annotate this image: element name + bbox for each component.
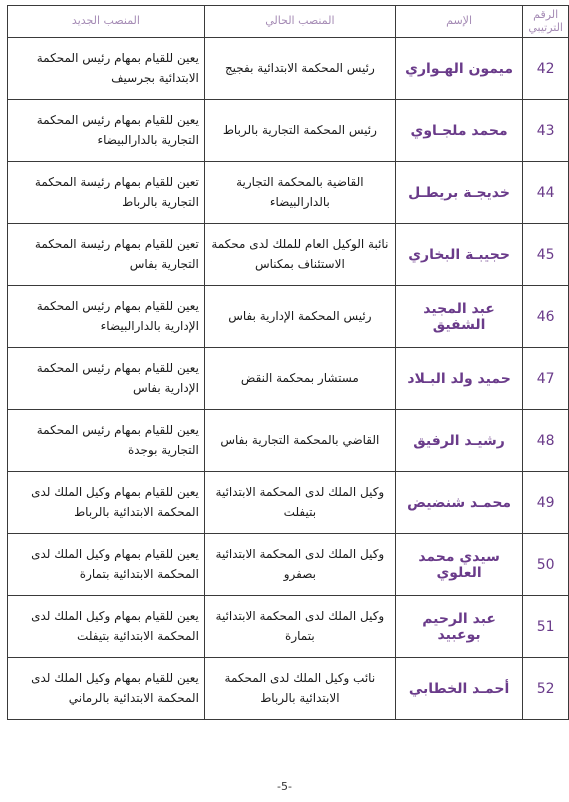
row-name: محمد ملجـاوي [395,100,522,162]
row-number: 44 [523,162,569,224]
row-new-position: يعين للقيام بمهام وكيل الملك لدى المحكمة الابتدائية بتمارة [8,534,205,596]
row-current-position: وكيل الملك لدى المحكمة الابتدائية بتيفلت [204,472,395,534]
table-row [8,38,569,100]
header-new-position: المنصب الجديد [8,6,205,38]
table-header-row [8,6,569,38]
table-row [8,534,569,596]
row-number: 43 [523,100,569,162]
row-name: خديجـة بريطـل [395,162,522,224]
table-row [8,286,569,348]
row-number: 48 [523,410,569,472]
table-row [8,224,569,286]
table-row [8,658,569,720]
row-new-position: يعين للقيام بمهام رئيس المحكمة الإدارية بالدارالبيضاء [8,286,205,348]
row-current-position: القاضي بالمحكمة التجارية بفاس [204,410,395,472]
row-current-position: رئيس المحكمة التجارية بالرباط [204,100,395,162]
row-name: عبد الرحيم بوعبيد [395,596,522,658]
row-number: 42 [523,38,569,100]
row-current-position: القاضية بالمحكمة التجارية بالدارالبيضاء [204,162,395,224]
row-name: أحمـد الخطابي [395,658,522,720]
row-new-position: يعين للقيام بمهام وكيل الملك لدى المحكمة الابتدائية بتيفلت [8,596,205,658]
row-new-position: يعين للقيام بمهام وكيل الملك لدى المحكمة الابتدائية بالرماني [8,658,205,720]
row-name: حجيبـة البخاري [395,224,522,286]
row-new-position: تعين للقيام بمهام رئيسة المحكمة التجارية بفاس [8,224,205,286]
table-row [8,348,569,410]
row-new-position: يعين للقيام بمهام رئيس المحكمة التجارية بالدارالبيضاء [8,100,205,162]
row-new-position: يعين للقيام بمهام رئيس المحكمة التجارية بوجدة [8,410,205,472]
row-name: رشيـد الرفيق [395,410,522,472]
header-name: الإسم [395,6,522,38]
table-row [8,596,569,658]
appointments-table [7,5,569,720]
header-current-position: المنصب الحالي [204,6,395,38]
row-number: 47 [523,348,569,410]
row-new-position: يعين للقيام بمهام وكيل الملك لدى المحكمة الابتدائية بالرباط [8,472,205,534]
row-number: 49 [523,472,569,534]
row-number: 52 [523,658,569,720]
row-new-position: يعين للقيام بمهام رئيس المحكمة الإدارية بفاس [8,348,205,410]
row-number: 51 [523,596,569,658]
row-name: محمـد شنضيض [395,472,522,534]
row-current-position: نائب وكيل الملك لدى المحكمة الابتدائية بالرباط [204,658,395,720]
row-new-position: يعين للقيام بمهام رئيس المحكمة الابتدائية بجرسيف [8,38,205,100]
row-current-position: نائبة الوكيل العام للملك لدى محكمة الاستئناف بمكناس [204,224,395,286]
row-number: 46 [523,286,569,348]
row-current-position: وكيل الملك لدى المحكمة الابتدائية بتمارة [204,596,395,658]
row-name: عبد المجيد الشفيق [395,286,522,348]
table-row [8,472,569,534]
row-name: ميمون الهـواري [395,38,522,100]
table-row [8,410,569,472]
row-current-position: وكيل الملك لدى المحكمة الابتدائية بصفرو [204,534,395,596]
row-current-position: رئيس المحكمة الابتدائية بفجيج [204,38,395,100]
row-new-position: تعين للقيام بمهام رئيسة المحكمة التجارية بالرباط [8,162,205,224]
row-current-position: مستشار بمحكمة النقض [204,348,395,410]
row-number: 50 [523,534,569,596]
row-number: 45 [523,224,569,286]
row-name: سيدي محمد العلوي [395,534,522,596]
table-row [8,100,569,162]
table-row [8,162,569,224]
row-current-position: رئيس المحكمة الإدارية بفاس [204,286,395,348]
row-name: حميد ولد البـلاد [395,348,522,410]
page-number: -5- [277,780,292,793]
header-rank: الرقم الترتيبي [523,6,569,38]
